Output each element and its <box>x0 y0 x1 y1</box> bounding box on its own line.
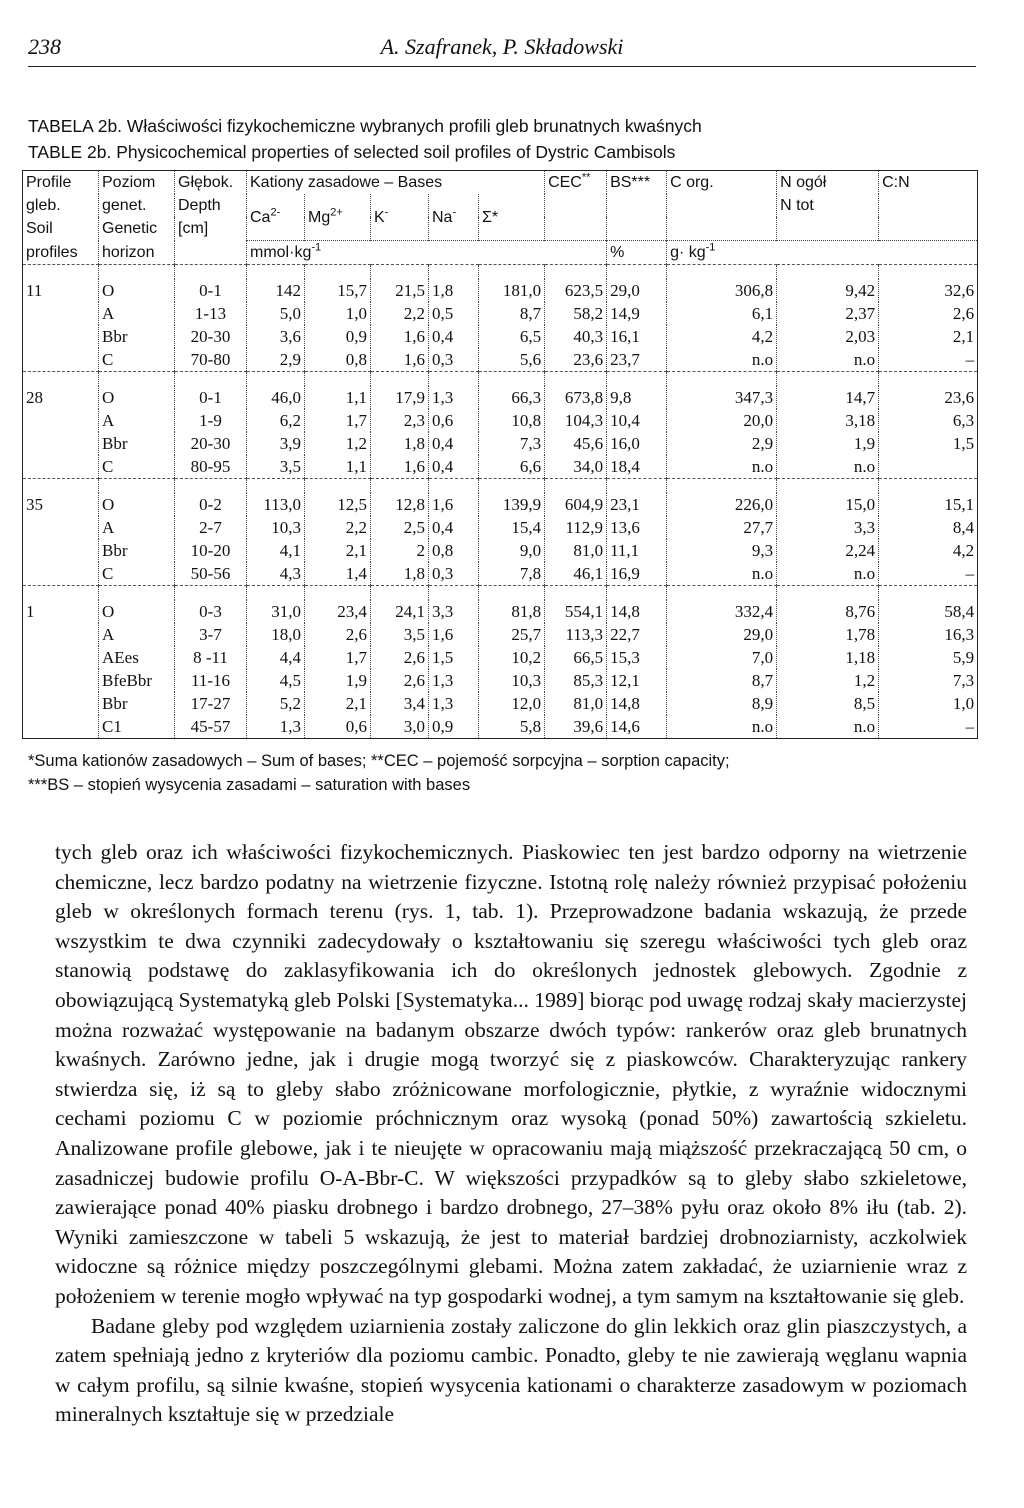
table-cell: 12,8 <box>371 493 429 516</box>
head-na: Na- <box>429 194 479 241</box>
table-cell: 2,2 <box>305 516 371 539</box>
table-cell: 2,2 <box>371 302 429 325</box>
table-cell: 14,8 <box>607 600 667 623</box>
table-cell: 10,3 <box>247 516 305 539</box>
table-cell: 20-30 <box>175 432 247 455</box>
table-cell: 24,1 <box>371 600 429 623</box>
table-cell: 1,1 <box>305 455 371 479</box>
page-number: 238 <box>28 34 61 59</box>
table-cell: 0-2 <box>175 493 247 516</box>
head-depth: Głębok. <box>175 171 247 195</box>
table-cell: 623,5 <box>545 279 607 302</box>
table-cell: 1,0 <box>879 692 978 715</box>
profile-separator <box>23 479 978 494</box>
table-caption-en: TABLE 2b. Physicochemical properties of selected soil profiles of Dystric Cambisols <box>28 142 676 162</box>
table-cell: 3,9 <box>247 432 305 455</box>
table-row <box>23 669 978 692</box>
table-cell: 9,0 <box>479 539 545 562</box>
profile-id-cell <box>23 302 99 325</box>
table-cell: 31,0 <box>247 600 305 623</box>
table-cell: 2,03 <box>777 325 879 348</box>
table-cell: 27,7 <box>667 516 777 539</box>
table-cell: 85,3 <box>545 669 607 692</box>
table-cell: 1,3 <box>429 669 479 692</box>
table-cell: 2,9 <box>667 432 777 455</box>
table-cell: 40,3 <box>545 325 607 348</box>
table-cell: 1,9 <box>305 669 371 692</box>
table-caption-pl: TABELA 2b. Właściwości fizykochemiczne wybranych profili gleb brunatnych kwaśnych <box>28 116 702 136</box>
table-cell: 181,0 <box>479 279 545 302</box>
table-cell: 604,9 <box>545 493 607 516</box>
table-cell: 1,6 <box>371 348 429 372</box>
table-cell: 14,7 <box>777 386 879 409</box>
head-unit-g: $g\cdot kg^{-1}$ <box>667 241 978 265</box>
table-cell: A <box>99 516 175 539</box>
table-cell: 3,5 <box>371 623 429 646</box>
table-cell: 3,18 <box>777 409 879 432</box>
table-cell: 1,8 <box>429 279 479 302</box>
table-cell: 20,0 <box>667 409 777 432</box>
table-row <box>23 562 978 586</box>
table-cell: 25,7 <box>479 623 545 646</box>
header-row-1 <box>23 171 978 195</box>
table-cell: n.o <box>777 348 879 372</box>
table-cell: 0,9 <box>305 325 371 348</box>
table-cell: 0,4 <box>429 325 479 348</box>
table-cell: 0,3 <box>429 348 479 372</box>
table-cell: 104,3 <box>545 409 607 432</box>
table-cell: 6,2 <box>247 409 305 432</box>
table-cell: 16,3 <box>879 623 978 646</box>
head-profile-2: gleb. <box>26 197 61 214</box>
table-cell: 8,7 <box>667 669 777 692</box>
footnote-1: *Suma kationów zasadowych – Sum of bases; **CEC – pojemość sorpcyjna – sorption capacity; <box>28 752 730 770</box>
table-cell: 66,5 <box>545 646 607 669</box>
table-cell: 22,7 <box>607 623 667 646</box>
table-cell: 34,0 <box>545 455 607 479</box>
table-cell: C <box>99 455 175 479</box>
table-cell: 14,6 <box>607 715 667 739</box>
table-row <box>23 493 978 516</box>
head-ntot: N ogół <box>777 171 879 195</box>
table-cell: 18,4 <box>607 455 667 479</box>
table-cell: n.o <box>667 348 777 372</box>
table-cell: 23,1 <box>607 493 667 516</box>
table-cell: 1,2 <box>777 669 879 692</box>
head-profile-en: Soil <box>26 220 53 237</box>
table-cell: 10-20 <box>175 539 247 562</box>
table-cell: 23,6 <box>879 386 978 409</box>
table-cell: n.o <box>667 715 777 739</box>
table-cell: n.o <box>667 455 777 479</box>
table-cell: 45,6 <box>545 432 607 455</box>
table-cell: 9,8 <box>607 386 667 409</box>
paragraph-1: tych gleb oraz ich właściwości fizykochemicznych. Piaskowiec ten jest bardzo odporny na wietrzenie chemiczne, lecz bardzo podatny na wietrzenie fizyczne. Istotną rolę należy również przypisać położeniu gleb w określonych formach terenu (rys. 1, tab. 1). Przeprowadzone badania wskazują, że przede wszystkim te dwa czynniki zadecydowały o kształtowaniu się szeregu właściwości tych gleb oraz stanowią podstawę do zaklasyfikowania ich do określonych jednostek glebowych. Zgodnie z obowiązującą Systematyką gleb Polski [Systematyka... 1989] biorąc pod uwagę rodzaj skały macierzystej można rozważać występowanie na badanym obszarze dwóch typów: rankerów oraz gleb brunatnych kwaśnych. Zarówno jedne, jak i drugie mogą tworzyć się z piaskowców. Charakteryzując rankery stwierdza się, iż są to gleby słabo zróżnicowane morfologicznie, płytkie, z wyraźnie widocznymi cechami poziomu C w poziomie próchnicznym oraz wysoką (ponad 50%) zawartością szkieletu. Analizowane profile glebowe, jak i te nieujęte w opracowaniu mają miąższość przekraczającą 50 cm, o zasadniczej budowie profilu O-A-Bbr-C. W większości przypadków są to gleby słabo szkieletowe, zawierające ponad 40% piasku drobnego i bardzo drobnego, 27–38% pyłu oraz około 8% iłu (tab. 2). Wyniki zamieszczone w tabeli 5 wskazują, że jest to materiał bardziej drobnoziarnisty, aczkolwiek widoczne są różnice między poszczególnymi glebami. Można zatem zakładać, że uziarnienie wraz z położeniem w terenie mogło wpływać na typ gospodarki wodnej, a tym samym na kształtowanie się gleb. <box>55 840 967 1308</box>
table-cell: O <box>99 386 175 409</box>
table-cell: O <box>99 493 175 516</box>
table-row <box>23 455 978 479</box>
table-cell: 1,6 <box>371 455 429 479</box>
table-cell: n.o <box>777 715 879 739</box>
table-cell: 554,1 <box>545 600 607 623</box>
table-cell: 139,9 <box>479 493 545 516</box>
table-row <box>23 279 978 302</box>
table-cell: 20-30 <box>175 325 247 348</box>
table-row <box>23 646 978 669</box>
table-cell: O <box>99 600 175 623</box>
profile-id-cell <box>23 432 99 455</box>
table-row <box>23 516 978 539</box>
table-row <box>23 539 978 562</box>
profile-id-cell <box>23 455 99 479</box>
table-cell: 8,9 <box>667 692 777 715</box>
table-cell: 50-56 <box>175 562 247 586</box>
table-cell: 10,2 <box>479 646 545 669</box>
table-cell: 8,5 <box>777 692 879 715</box>
table-cell: 8,76 <box>777 600 879 623</box>
table-cell: 15,7 <box>305 279 371 302</box>
head-horizon-en-2: horizon <box>99 241 175 265</box>
header-row-2 <box>23 194 978 217</box>
table-cell: 306,8 <box>667 279 777 302</box>
table-cell: 1,3 <box>429 692 479 715</box>
table-cell: n.o <box>667 562 777 586</box>
table-cell: 1,6 <box>429 623 479 646</box>
table-cell: 2,9 <box>247 348 305 372</box>
table-cell: 2,6 <box>371 646 429 669</box>
table-cell: 1,3 <box>429 386 479 409</box>
profile-id-cell <box>23 539 99 562</box>
head-depth-en: Depth <box>175 194 247 217</box>
footnote-2: ***BS – stopień wysycenia zasadami – saturation with bases <box>28 776 471 794</box>
table-cell: 45-57 <box>175 715 247 739</box>
table-cell: 6,1 <box>667 302 777 325</box>
table-cell: 1,1 <box>305 386 371 409</box>
table-cell: 2,24 <box>777 539 879 562</box>
table-cell: 81,0 <box>545 539 607 562</box>
table-cell: A <box>99 409 175 432</box>
profile-id-cell: 1 <box>26 602 35 621</box>
table-cell: 23,4 <box>305 600 371 623</box>
table-cell: 3,4 <box>371 692 429 715</box>
table-cell: 1,8 <box>371 562 429 586</box>
table-cell <box>879 455 978 479</box>
table-cell: 0-3 <box>175 600 247 623</box>
table-cell: 16,0 <box>607 432 667 455</box>
profile-id-cell <box>23 646 99 669</box>
table-cell: Bbr <box>99 539 175 562</box>
table-cell: C <box>99 348 175 372</box>
table-cell: 11,1 <box>607 539 667 562</box>
table-cell: 2,6 <box>371 669 429 692</box>
table-cell: 58,4 <box>879 600 978 623</box>
head-depth-unit: [cm] <box>175 217 247 241</box>
table-cell: 3,0 <box>371 715 429 739</box>
table-cell: 81,0 <box>545 692 607 715</box>
table-row <box>23 302 978 325</box>
table-cell: 332,4 <box>667 600 777 623</box>
table-cell: 46,1 <box>545 562 607 586</box>
table-cell: 1,0 <box>305 302 371 325</box>
table-cell: 9,3 <box>667 539 777 562</box>
profile-id-cell <box>23 692 99 715</box>
table-cell: 2,3 <box>371 409 429 432</box>
table-cell: 1,5 <box>879 432 978 455</box>
table-cell: A <box>99 302 175 325</box>
table-cell: A <box>99 623 175 646</box>
head-mg: $Mg^{2+}$ <box>305 194 371 241</box>
page-header <box>28 34 976 67</box>
table-cell: 14,9 <box>607 302 667 325</box>
profile-id-cell <box>23 516 99 539</box>
table-cell: 10,3 <box>479 669 545 692</box>
table-cell: 142 <box>247 279 305 302</box>
table-cell: 39,6 <box>545 715 607 739</box>
table-cell: 66,3 <box>479 386 545 409</box>
table-cell: 10,4 <box>607 409 667 432</box>
table-cell: 5,0 <box>247 302 305 325</box>
table-row <box>23 623 978 646</box>
table-cell: C1 <box>99 715 175 739</box>
table-cell: 4,5 <box>247 669 305 692</box>
table-cell: 7,3 <box>879 669 978 692</box>
table-cell: 0,4 <box>429 516 479 539</box>
paragraph-2: Badane gleby pod względem uziarnienia zostały zaliczone do glin lekkich oraz glin piaszczystych, a zatem spełniają jedno z kryteriów dla poziomu cambic. Ponadto, gleby te nie zawierają węglanu wapnia w całym profilu, są silnie kwaśne, stopień wysycenia kationami o charakterze zasadowym w poziomach mineralnych kształtuje się w przedziale <box>55 1313 967 1427</box>
profile-id-cell <box>23 715 99 739</box>
head-bs: BS*** <box>607 171 667 195</box>
head-cn: C:N <box>879 171 978 195</box>
table-cell: 2,1 <box>879 325 978 348</box>
table-cell: 5,2 <box>247 692 305 715</box>
table-row <box>23 692 978 715</box>
head-k: K- <box>371 194 429 241</box>
table-cell: 12,5 <box>305 493 371 516</box>
table-cell: 70-80 <box>175 348 247 372</box>
table-cell: 1,7 <box>305 646 371 669</box>
header-units-row <box>23 241 978 265</box>
table-cell: 1-13 <box>175 302 247 325</box>
table-cell: 13,6 <box>607 516 667 539</box>
profile-separator <box>23 586 978 601</box>
table-cell: 0,4 <box>429 455 479 479</box>
table-cell: 1-9 <box>175 409 247 432</box>
table-row <box>23 348 978 372</box>
table-cell: 5,8 <box>479 715 545 739</box>
head-cations: Kationy zasadowe – Bases <box>247 171 545 195</box>
head-ca: $Ca^{2-}$ <box>247 194 305 241</box>
profile-id-cell <box>23 562 99 586</box>
table-cell: 0,6 <box>305 715 371 739</box>
profile-id-cell: 11 <box>26 281 43 300</box>
table-cell: 12,0 <box>479 692 545 715</box>
table-cell: O <box>99 279 175 302</box>
table-cell: 1,6 <box>371 325 429 348</box>
table-row <box>23 409 978 432</box>
table-cell: 0,9 <box>429 715 479 739</box>
table-cell: 4,2 <box>879 539 978 562</box>
table-cell: 4,4 <box>247 646 305 669</box>
table-cell: 113,3 <box>545 623 607 646</box>
table-cell: 7,0 <box>667 646 777 669</box>
table-cell: 8,4 <box>879 516 978 539</box>
table-cell: 4,1 <box>247 539 305 562</box>
head-horizon-2: genet. <box>99 194 175 217</box>
table-cell: AEes <box>99 646 175 669</box>
table-cell: 113,0 <box>247 493 305 516</box>
profile-id-cell <box>23 409 99 432</box>
table-cell: 15,0 <box>777 493 879 516</box>
table-cell: 0,8 <box>429 539 479 562</box>
table-cell: 18,0 <box>247 623 305 646</box>
head-cec: CEC** <box>545 171 607 195</box>
head-sum: Σ* <box>479 194 545 241</box>
table-cell: 0,4 <box>429 432 479 455</box>
table-cell: 21,5 <box>371 279 429 302</box>
head-unit-mmol: $mmol\cdot kg^{-1}$ <box>247 241 607 265</box>
table-cell: 6,6 <box>479 455 545 479</box>
table-cell: 1,5 <box>429 646 479 669</box>
table-cell: – <box>879 348 978 372</box>
head-profile-en-2: profiles <box>26 243 78 261</box>
table-cell: 0-1 <box>175 279 247 302</box>
table-cell: – <box>879 715 978 739</box>
table-cell: 5,6 <box>479 348 545 372</box>
table-cell: BfeBbr <box>99 669 175 692</box>
table-cell: 29,0 <box>667 623 777 646</box>
table-cell: 1,6 <box>429 493 479 516</box>
head-profile: Profile <box>23 171 99 195</box>
table-cell: 4,2 <box>667 325 777 348</box>
table-cell: 1,8 <box>371 432 429 455</box>
profile-separator <box>23 372 978 387</box>
body-text <box>55 838 967 1430</box>
table-cell: 2 <box>371 539 429 562</box>
table-cell: 226,0 <box>667 493 777 516</box>
table-cell: 8 -11 <box>175 646 247 669</box>
table-cell: 112,9 <box>545 516 607 539</box>
table-cell: 2,6 <box>305 623 371 646</box>
table-row <box>23 325 978 348</box>
table-cell: 1,9 <box>777 432 879 455</box>
table-cell: 2,1 <box>305 692 371 715</box>
table-container <box>22 170 977 739</box>
table-cell: C <box>99 562 175 586</box>
table-cell: 0,5 <box>429 302 479 325</box>
table-cell: 0,6 <box>429 409 479 432</box>
table-cell: 2,37 <box>777 302 879 325</box>
table-cell: 1,78 <box>777 623 879 646</box>
table-cell: 12,1 <box>607 669 667 692</box>
table-cell: n.o <box>777 562 879 586</box>
table-cell: 2-7 <box>175 516 247 539</box>
table-cell: 673,8 <box>545 386 607 409</box>
head-ntot-en: N tot <box>777 194 879 217</box>
table-row <box>23 600 978 623</box>
table-cell: 5,9 <box>879 646 978 669</box>
table-cell: 23,7 <box>607 348 667 372</box>
table-cell: 1,4 <box>305 562 371 586</box>
table-cell: 1,3 <box>247 715 305 739</box>
table-cell: Bbr <box>99 325 175 348</box>
table-cell: 0,3 <box>429 562 479 586</box>
table-cell: 1,18 <box>777 646 879 669</box>
table-cell: 3,5 <box>247 455 305 479</box>
table-cell: 4,3 <box>247 562 305 586</box>
table-cell: n.o <box>777 455 879 479</box>
profile-id-cell: 35 <box>26 495 43 514</box>
table-cell: 14,8 <box>607 692 667 715</box>
table-cell: 15,3 <box>607 646 667 669</box>
soil-properties-table <box>22 170 978 739</box>
table-cell: 1,2 <box>305 432 371 455</box>
table-cell: 6,3 <box>879 409 978 432</box>
table-cell: 46,0 <box>247 386 305 409</box>
table-cell: 0,8 <box>305 348 371 372</box>
table-cell: – <box>879 562 978 586</box>
table-cell: 16,9 <box>607 562 667 586</box>
table-cell: 3,6 <box>247 325 305 348</box>
table-cell: 1,7 <box>305 409 371 432</box>
table-row <box>23 715 978 739</box>
profile-id-cell: 28 <box>26 388 43 407</box>
table-cell: 347,3 <box>667 386 777 409</box>
table-cell: 32,6 <box>879 279 978 302</box>
table-row <box>23 432 978 455</box>
table-cell: 3-7 <box>175 623 247 646</box>
profile-id-cell <box>23 348 99 372</box>
table-body <box>23 265 978 739</box>
table-cell: 15,1 <box>879 493 978 516</box>
table-row <box>23 386 978 409</box>
table-cell: 0-1 <box>175 386 247 409</box>
table-cell: 7,8 <box>479 562 545 586</box>
table-cell: 17,9 <box>371 386 429 409</box>
head-horizon: Poziom <box>99 171 175 195</box>
table-cell: 29,0 <box>607 279 667 302</box>
table-cell: 2,5 <box>371 516 429 539</box>
table-cell: 3,3 <box>429 600 479 623</box>
profile-separator <box>23 265 978 280</box>
table-cell: 2,1 <box>305 539 371 562</box>
profile-id-cell <box>23 623 99 646</box>
table-cell: 16,1 <box>607 325 667 348</box>
table-cell: 10,8 <box>479 409 545 432</box>
table-cell: 8,7 <box>479 302 545 325</box>
head-horizon-en: Genetic <box>99 217 175 241</box>
profile-id-cell <box>23 669 99 692</box>
running-head: A. Szafranek, P. Składowski <box>380 34 624 59</box>
table-cell: 58,2 <box>545 302 607 325</box>
table-cell: 17-27 <box>175 692 247 715</box>
table-cell: 6,5 <box>479 325 545 348</box>
table-cell: 15,4 <box>479 516 545 539</box>
table-cell: 23,6 <box>545 348 607 372</box>
table-cell: 80-95 <box>175 455 247 479</box>
table-cell: Bbr <box>99 692 175 715</box>
table-cell: 9,42 <box>777 279 879 302</box>
profile-id-cell <box>23 325 99 348</box>
table-cell: 81,8 <box>479 600 545 623</box>
table-cell: 11-16 <box>175 669 247 692</box>
head-corg: C org. <box>667 171 777 195</box>
table-cell: Bbr <box>99 432 175 455</box>
table-cell: 3,3 <box>777 516 879 539</box>
table-cell: 7,3 <box>479 432 545 455</box>
head-unit-pct: % <box>607 241 667 265</box>
table-cell: 2,6 <box>879 302 978 325</box>
